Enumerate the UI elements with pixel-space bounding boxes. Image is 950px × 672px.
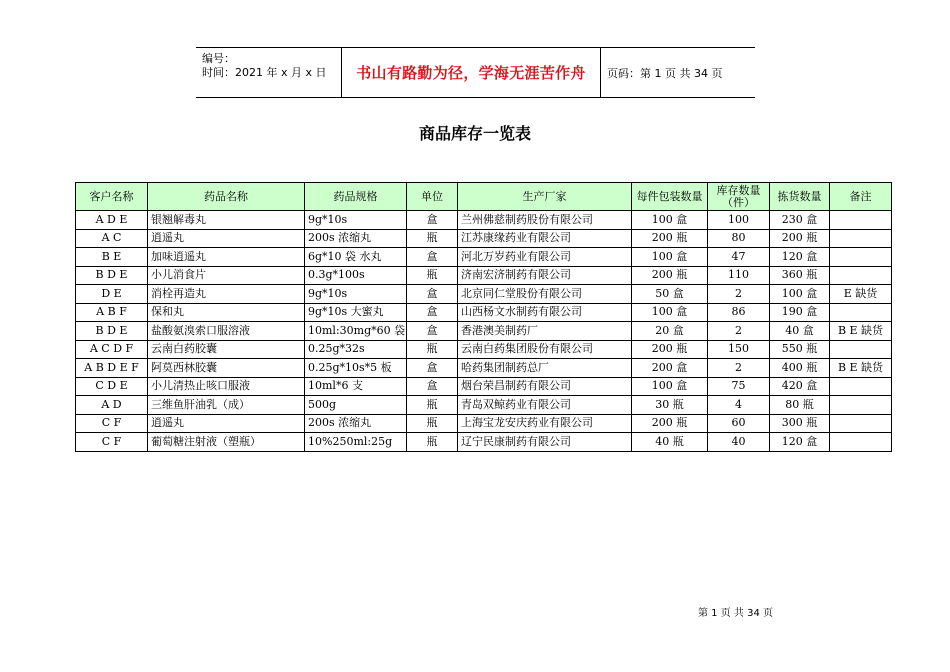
cell-pick-quantity: 100 盒 <box>770 285 830 304</box>
cell-remark <box>830 248 892 267</box>
cell-stock-quantity: 4 <box>708 396 770 415</box>
cell-customer-name: A D E <box>76 211 148 230</box>
cell-pack-quantity: 200 瓶 <box>632 340 708 359</box>
cell-manufacturer: 云南白药集团股份有限公司 <box>458 340 632 359</box>
cell-remark <box>830 303 892 322</box>
cell-pick-quantity: 400 瓶 <box>770 359 830 378</box>
cell-pick-quantity: 190 盒 <box>770 303 830 322</box>
column-header-unit: 单位 <box>407 183 458 211</box>
column-header-pick-quantity: 拣货数量 <box>770 183 830 211</box>
table-row <box>76 414 892 433</box>
cell-stock-quantity: 2 <box>708 285 770 304</box>
cell-drug-name: 云南白药胶囊 <box>148 340 305 359</box>
table-row <box>76 377 892 396</box>
cell-remark <box>830 229 892 248</box>
cell-drug-name: 小儿消食片 <box>148 266 305 285</box>
cell-drug-name: 消栓再造丸 <box>148 285 305 304</box>
cell-unit: 盒 <box>407 377 458 396</box>
cell-stock-quantity: 150 <box>708 340 770 359</box>
cell-unit: 瓶 <box>407 414 458 433</box>
cell-manufacturer: 烟台荣昌制药有限公司 <box>458 377 632 396</box>
cell-drug-spec: 10ml*6 支 <box>305 377 407 396</box>
header-slogan: 书山有路勤为径，学海无涯苦作舟 <box>341 48 601 97</box>
cell-remark <box>830 211 892 230</box>
cell-remark <box>830 340 892 359</box>
cell-manufacturer: 哈药集团制药总厂 <box>458 359 632 378</box>
cell-pack-quantity: 40 瓶 <box>632 433 708 452</box>
cell-customer-name: C D E <box>76 377 148 396</box>
cell-manufacturer: 香港澳美制药厂 <box>458 322 632 341</box>
cell-unit: 盒 <box>407 285 458 304</box>
cell-stock-quantity: 80 <box>708 229 770 248</box>
cell-manufacturer: 青岛双鲸药业有限公司 <box>458 396 632 415</box>
cell-pick-quantity: 120 盒 <box>770 433 830 452</box>
cell-drug-name: 三维鱼肝油乳（成） <box>148 396 305 415</box>
cell-pack-quantity: 100 盒 <box>632 248 708 267</box>
cell-pack-quantity: 50 盒 <box>632 285 708 304</box>
cell-drug-spec: 200s 浓缩丸 <box>305 229 407 248</box>
cell-customer-name: B D E <box>76 322 148 341</box>
cell-unit: 瓶 <box>407 266 458 285</box>
cell-pick-quantity: 420 盒 <box>770 377 830 396</box>
table-row <box>76 396 892 415</box>
cell-customer-name: A B F <box>76 303 148 322</box>
column-header-stock-quantity: 库存数量（件） <box>708 183 770 211</box>
cell-drug-spec: 10%250ml:25g <box>305 433 407 452</box>
cell-pick-quantity: 120 盒 <box>770 248 830 267</box>
cell-drug-name: 保和丸 <box>148 303 305 322</box>
cell-stock-quantity: 86 <box>708 303 770 322</box>
cell-remark: B E 缺货 <box>830 359 892 378</box>
cell-pick-quantity: 550 瓶 <box>770 340 830 359</box>
cell-remark <box>830 377 892 396</box>
cell-unit: 盒 <box>407 211 458 230</box>
cell-pick-quantity: 360 瓶 <box>770 266 830 285</box>
cell-pack-quantity: 100 盒 <box>632 211 708 230</box>
cell-customer-name: A C <box>76 229 148 248</box>
cell-manufacturer: 济南宏济制药有限公司 <box>458 266 632 285</box>
column-header-manufacturer: 生产厂家 <box>458 183 632 211</box>
cell-unit: 瓶 <box>407 229 458 248</box>
cell-remark <box>830 414 892 433</box>
column-header-drug-spec: 药品规格 <box>305 183 407 211</box>
table-row <box>76 248 892 267</box>
inventory-table <box>75 182 892 452</box>
cell-remark: E 缺货 <box>830 285 892 304</box>
cell-drug-name: 盐酸氨溴索口服溶液 <box>148 322 305 341</box>
cell-drug-spec: 10ml:30mg*60 袋 <box>305 322 407 341</box>
cell-unit: 盒 <box>407 303 458 322</box>
cell-pick-quantity: 200 瓶 <box>770 229 830 248</box>
table-row <box>76 322 892 341</box>
page-footer: 第 1 页 共 34 页 <box>698 608 773 619</box>
cell-pick-quantity: 300 瓶 <box>770 414 830 433</box>
cell-pack-quantity: 100 盒 <box>632 377 708 396</box>
column-header-customer-name: 客户名称 <box>76 183 148 211</box>
cell-pack-quantity: 200 瓶 <box>632 266 708 285</box>
table-row <box>76 433 892 452</box>
cell-customer-name: C F <box>76 414 148 433</box>
cell-customer-name: A B D E F <box>76 359 148 378</box>
cell-drug-name: 逍遥丸 <box>148 414 305 433</box>
cell-stock-quantity: 60 <box>708 414 770 433</box>
cell-pack-quantity: 200 盒 <box>632 359 708 378</box>
cell-customer-name: A D <box>76 396 148 415</box>
table-body <box>76 211 892 452</box>
cell-customer-name: C F <box>76 433 148 452</box>
column-header-drug-name: 药品名称 <box>148 183 305 211</box>
cell-manufacturer: 兰州佛慈制药股份有限公司 <box>458 211 632 230</box>
cell-drug-spec: 9g*10s 大蜜丸 <box>305 303 407 322</box>
cell-remark <box>830 396 892 415</box>
cell-manufacturer: 上海宝龙安庆药业有限公司 <box>458 414 632 433</box>
cell-stock-quantity: 100 <box>708 211 770 230</box>
table-row <box>76 229 892 248</box>
cell-remark <box>830 266 892 285</box>
page-header <box>196 47 755 98</box>
cell-manufacturer: 河北万岁药业有限公司 <box>458 248 632 267</box>
cell-drug-name: 葡萄糖注射液（塑瓶） <box>148 433 305 452</box>
cell-remark <box>830 433 892 452</box>
cell-stock-quantity: 40 <box>708 433 770 452</box>
cell-pick-quantity: 80 瓶 <box>770 396 830 415</box>
cell-drug-name: 阿莫西林胶囊 <box>148 359 305 378</box>
cell-manufacturer: 山西杨文水制药有限公司 <box>458 303 632 322</box>
cell-customer-name: B E <box>76 248 148 267</box>
cell-pack-quantity: 200 瓶 <box>632 229 708 248</box>
column-header-remark: 备注 <box>830 183 892 211</box>
cell-pack-quantity: 20 盒 <box>632 322 708 341</box>
table-row <box>76 285 892 304</box>
cell-unit: 瓶 <box>407 396 458 415</box>
cell-stock-quantity: 75 <box>708 377 770 396</box>
cell-drug-name: 银翘解毒丸 <box>148 211 305 230</box>
cell-drug-spec: 500g <box>305 396 407 415</box>
cell-customer-name: A C D F <box>76 340 148 359</box>
cell-manufacturer: 江苏康缘药业有限公司 <box>458 229 632 248</box>
cell-manufacturer: 北京同仁堂股份有限公司 <box>458 285 632 304</box>
cell-manufacturer: 辽宁民康制药有限公司 <box>458 433 632 452</box>
table-header-row <box>76 183 892 211</box>
cell-drug-name: 小儿清热止咳口服液 <box>148 377 305 396</box>
cell-drug-spec: 9g*10s <box>305 211 407 230</box>
cell-customer-name: D E <box>76 285 148 304</box>
cell-unit: 瓶 <box>407 433 458 452</box>
cell-unit: 盒 <box>407 322 458 341</box>
header-meta <box>196 48 341 97</box>
cell-pick-quantity: 40 盒 <box>770 322 830 341</box>
cell-drug-spec: 6g*10 袋 水丸 <box>305 248 407 267</box>
cell-drug-name: 加味逍遥丸 <box>148 248 305 267</box>
cell-drug-name: 逍遥丸 <box>148 229 305 248</box>
cell-drug-spec: 0.3g*100s <box>305 266 407 285</box>
document-time-label: 时间：2021 年 x 月 x 日 <box>202 66 327 79</box>
cell-stock-quantity: 2 <box>708 322 770 341</box>
cell-unit: 盒 <box>407 359 458 378</box>
cell-pack-quantity: 200 瓶 <box>632 414 708 433</box>
cell-pick-quantity: 230 盒 <box>770 211 830 230</box>
column-header-pack-quantity: 每件包装数量 <box>632 183 708 211</box>
cell-unit: 盒 <box>407 248 458 267</box>
page-title: 商品库存一览表 <box>418 124 531 143</box>
cell-pack-quantity: 30 瓶 <box>632 396 708 415</box>
table-row <box>76 359 892 378</box>
document-number-label: 编号： <box>202 52 235 65</box>
cell-drug-spec: 200s 浓缩丸 <box>305 414 407 433</box>
cell-stock-quantity: 2 <box>708 359 770 378</box>
table-row <box>76 266 892 285</box>
cell-drug-spec: 0.25g*10s*5 板 <box>305 359 407 378</box>
cell-drug-spec: 9g*10s <box>305 285 407 304</box>
cell-stock-quantity: 110 <box>708 266 770 285</box>
table-row <box>76 340 892 359</box>
cell-unit: 瓶 <box>407 340 458 359</box>
table-row <box>76 211 892 230</box>
header-page-info: 页码：第 1 页 共 34 页 <box>607 66 723 80</box>
table-row <box>76 303 892 322</box>
cell-drug-spec: 0.25g*32s <box>305 340 407 359</box>
cell-customer-name: B D E <box>76 266 148 285</box>
cell-remark: B E 缺货 <box>830 322 892 341</box>
cell-pack-quantity: 100 盒 <box>632 303 708 322</box>
cell-stock-quantity: 47 <box>708 248 770 267</box>
